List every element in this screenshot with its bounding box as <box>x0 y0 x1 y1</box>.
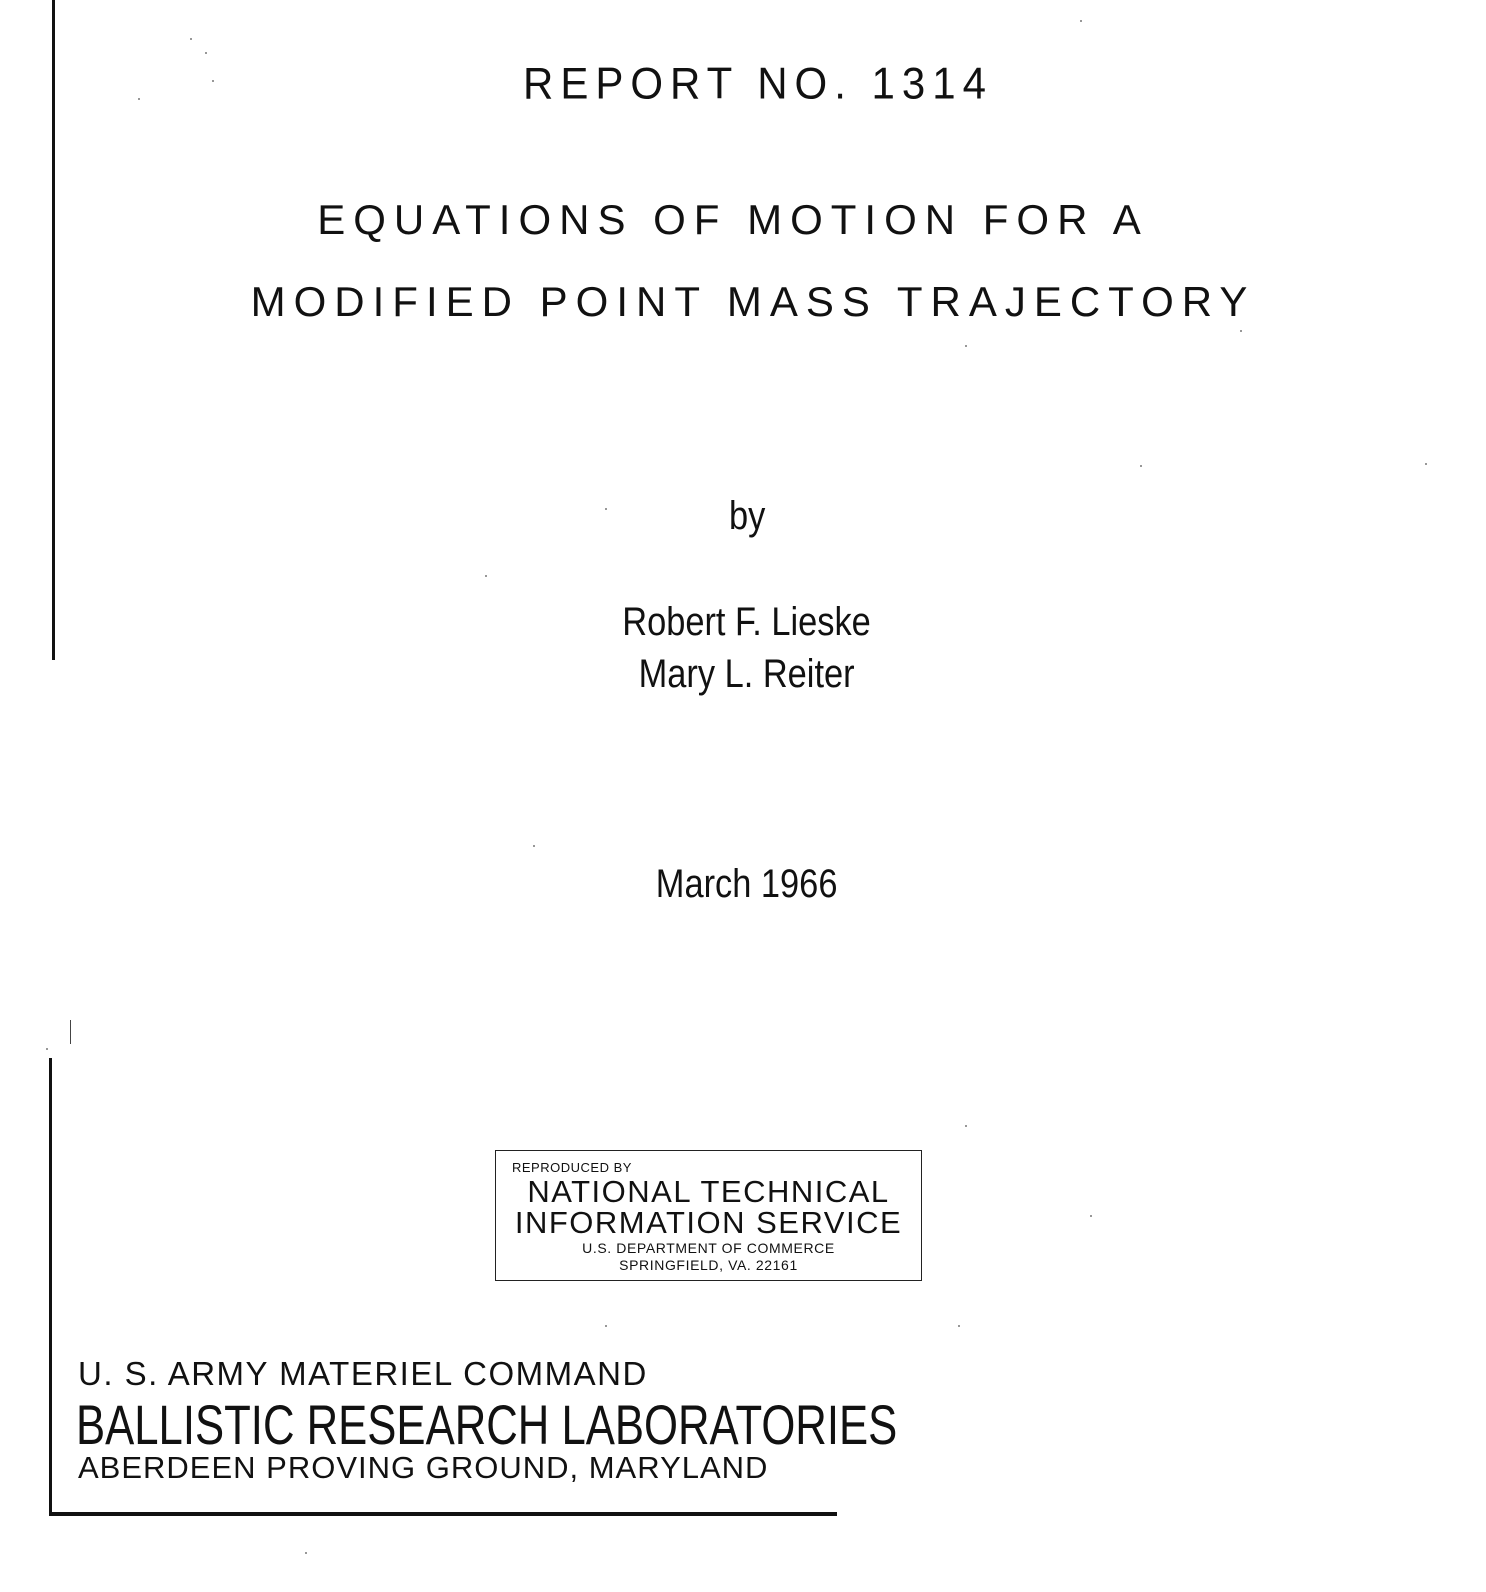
scan-speck <box>1090 1215 1092 1217</box>
stamp-city: SPRINGFIELD, VA. 22161 <box>619 1257 798 1273</box>
title-line-1: EQUATIONS OF MOTION FOR A <box>317 196 1149 243</box>
scan-speck <box>1140 465 1142 467</box>
laboratory-location: ABERDEEN PROVING GROUND, MARYLAND <box>78 1450 769 1485</box>
author-1-name: Robert F. Lieske <box>622 600 872 644</box>
title-line-2: MODIFIED POINT MASS TRAJECTORY <box>250 278 1256 325</box>
scan-speck <box>605 1325 607 1327</box>
scan-speck <box>533 845 535 847</box>
bottom-border-rule <box>49 1512 837 1516</box>
publication-date <box>0 862 1486 907</box>
scan-speck <box>605 508 607 510</box>
scan-speck <box>190 38 192 40</box>
scan-speck <box>965 1125 967 1127</box>
author-2-name: Mary L. Reiter <box>638 652 855 696</box>
margin-tick-mark <box>70 1020 71 1044</box>
scan-speck <box>485 575 487 577</box>
stamp-agency-line-1: NATIONAL TECHNICAL <box>527 1174 890 1209</box>
scan-speck <box>1425 463 1427 465</box>
byline-text: by <box>728 494 766 538</box>
ntis-reproduction-stamp <box>495 1150 922 1281</box>
army-command: U. S. ARMY MATERIEL COMMAND <box>78 1355 648 1392</box>
scan-speck <box>965 345 967 347</box>
scan-speck <box>138 98 140 100</box>
laboratory-name: BALLISTIC RESEARCH LABORATORIES <box>76 1393 898 1456</box>
scan-speck <box>1080 20 1082 22</box>
left-margin-rule-bottom <box>49 1058 52 1516</box>
author-1 <box>0 600 1486 645</box>
stamp-department: U.S. DEPARTMENT OF COMMERCE <box>582 1240 835 1256</box>
report-number: REPORT NO. 1314 <box>523 58 993 109</box>
byline <box>0 494 1486 539</box>
stamp-reproduced-by: REPRODUCED BY <box>512 1160 632 1175</box>
scan-speck <box>205 52 207 54</box>
scan-speck <box>212 80 214 82</box>
scan-speck <box>1240 330 1242 332</box>
scan-speck <box>46 1048 48 1050</box>
scan-speck <box>958 1325 960 1327</box>
author-2 <box>0 652 1486 697</box>
stamp-agency-line-2: INFORMATION SERVICE <box>514 1205 903 1240</box>
publication-date-text: March 1966 <box>656 862 838 906</box>
scan-speck <box>305 1552 307 1554</box>
